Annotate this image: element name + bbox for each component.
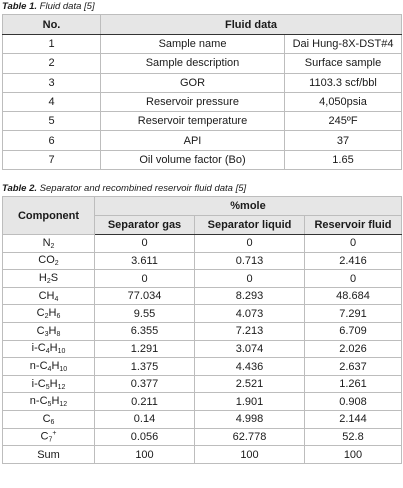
component-subscript: 4: [45, 348, 50, 356]
reservoir-fluid-value: 0: [305, 270, 402, 288]
row-name: Reservoir temperature: [101, 112, 285, 131]
separator-gas-value: 9.55: [95, 305, 195, 323]
component-base: C: [36, 307, 45, 320]
reservoir-fluid-value: 0.908: [305, 393, 402, 411]
separator-gas-value: 6.355: [95, 323, 195, 341]
row-number: 6: [3, 131, 101, 150]
table2-caption-text: Separator and recombined reservoir fluid data [5]: [37, 183, 247, 195]
component-name: [3, 323, 95, 341]
row-value: 1.65: [285, 150, 402, 169]
separator-liquid-value: 100: [195, 446, 305, 464]
reservoir-fluid-value: 0: [305, 235, 402, 253]
table2-caption-label: Table 2.: [2, 183, 38, 195]
component-name: [3, 235, 95, 253]
component-base: H: [49, 342, 58, 355]
reservoir-fluid-value: 2.144: [305, 411, 402, 429]
component-base: C: [42, 412, 51, 425]
component-prefix: n-: [29, 360, 40, 373]
component-subscript: 10: [59, 366, 68, 374]
separator-gas-value: 0: [95, 270, 195, 288]
component-subscript: 2: [54, 260, 59, 268]
component-base: S: [50, 272, 59, 285]
component-name: [3, 375, 95, 393]
table-row: [3, 54, 402, 73]
row-value: Surface sample: [285, 54, 402, 73]
separator-liquid-value: 8.293: [195, 287, 305, 305]
component-name: [3, 358, 95, 376]
component-base: H: [48, 307, 57, 320]
row-name: GOR: [101, 73, 285, 92]
component-subscript: 6: [56, 313, 61, 321]
separator-gas-value: 0.056: [95, 428, 195, 446]
component-subscript: 12: [59, 401, 68, 409]
separator-gas-value: 3.611: [95, 252, 195, 270]
header-fluid-data: Fluid data: [101, 15, 402, 35]
reservoir-fluid-value: 2.416: [305, 252, 402, 270]
separator-liquid-value: 4.436: [195, 358, 305, 376]
component-name: [3, 393, 95, 411]
separator-liquid-value: 62.778: [195, 428, 305, 446]
component-name: [3, 340, 95, 358]
component-name: [3, 270, 95, 288]
separator-liquid-value: 0.713: [195, 252, 305, 270]
row-value: 37: [285, 131, 402, 150]
table-row: [3, 252, 402, 270]
component-prefix: i-: [31, 377, 38, 390]
component-base: CH: [38, 289, 55, 302]
table1-caption: [2, 0, 403, 14]
component-base: H: [38, 272, 47, 285]
component-base: H: [51, 395, 60, 408]
table2-caption: [2, 182, 403, 196]
table-row: [3, 446, 402, 464]
fluid-data-table: [2, 14, 402, 170]
component-base: C: [40, 430, 49, 443]
table-row: [3, 375, 402, 393]
component-name: [3, 446, 95, 464]
component-subscript: 10: [57, 348, 66, 356]
row-name: API: [101, 131, 285, 150]
row-name: Sample description: [101, 54, 285, 73]
reservoir-fluid-value: 48.684: [305, 287, 402, 305]
table-row: [3, 428, 402, 446]
table-row: [3, 131, 402, 150]
table-row: [3, 305, 402, 323]
table-row: [3, 393, 402, 411]
component-base: C: [39, 395, 48, 408]
component-subscript: 5: [47, 401, 52, 409]
separator-gas-value: 1.291: [95, 340, 195, 358]
row-number: 4: [3, 92, 101, 111]
table-row: [3, 358, 402, 376]
reservoir-fluid-value: 2.637: [305, 358, 402, 376]
table-row: [3, 150, 402, 169]
header-separator-liquid: Separator liquid: [195, 216, 305, 235]
table-row: [3, 287, 402, 305]
separator-liquid-value: 1.901: [195, 393, 305, 411]
row-value: 4,050psia: [285, 92, 402, 111]
table-row: [3, 235, 402, 253]
separator-liquid-value: 7.213: [195, 323, 305, 341]
component-base: Sum: [37, 448, 60, 461]
row-value: Dai Hung-8X-DST#4: [285, 35, 402, 54]
reservoir-fluid-value: 100: [305, 446, 402, 464]
header-mole: %mole: [95, 197, 402, 216]
row-number: 3: [3, 73, 101, 92]
table-row: [3, 270, 402, 288]
component-base: C: [37, 342, 46, 355]
row-number: 2: [3, 54, 101, 73]
component-subscript: 6: [50, 418, 55, 426]
component-base: H: [49, 377, 58, 390]
separator-gas-value: 1.375: [95, 358, 195, 376]
separator-liquid-value: 0: [195, 270, 305, 288]
component-subscript: 4: [47, 366, 52, 374]
table-row: [3, 323, 402, 341]
component-superscript: +: [52, 430, 57, 438]
row-value: 245ºF: [285, 112, 402, 131]
table-row: [3, 340, 402, 358]
component-prefix: i-: [31, 342, 38, 355]
table1-caption-text: Fluid data [5]: [37, 1, 95, 12]
component-subscript: 2: [46, 278, 51, 286]
component-base: N: [42, 236, 51, 249]
reservoir-fluid-value: 52.8: [305, 428, 402, 446]
separator-liquid-value: 3.074: [195, 340, 305, 358]
separator-liquid-value: 4.073: [195, 305, 305, 323]
separator-gas-value: 77.034: [95, 287, 195, 305]
separator-gas-value: 0.377: [95, 375, 195, 393]
component-subscript: 7: [48, 436, 53, 444]
component-subscript: 8: [56, 330, 61, 338]
component-subscript: 4: [54, 295, 59, 303]
component-name: [3, 252, 95, 270]
row-number: 7: [3, 150, 101, 169]
row-number: 1: [3, 35, 101, 54]
reservoir-fluid-value: 1.261: [305, 375, 402, 393]
component-prefix: n-: [29, 395, 40, 408]
component-name: [3, 305, 95, 323]
component-name: [3, 411, 95, 429]
component-base: CO: [38, 254, 55, 267]
header-separator-gas: Separator gas: [95, 216, 195, 235]
reservoir-fluid-value: 2.026: [305, 340, 402, 358]
header-reservoir-fluid: Reservoir fluid: [305, 216, 402, 235]
component-subscript: 2: [44, 313, 49, 321]
table-row: [3, 112, 402, 131]
separator-gas-value: 0.211: [95, 393, 195, 411]
row-number: 5: [3, 112, 101, 131]
component-name: [3, 287, 95, 305]
separator-fluid-table: [2, 196, 402, 464]
component-subscript: 12: [57, 383, 66, 391]
row-value: 1103.3 scf/bbl: [285, 73, 402, 92]
separator-gas-value: 0: [95, 235, 195, 253]
component-base: C: [39, 360, 48, 373]
header-component: Component: [3, 197, 95, 235]
row-name: Oil volume factor (Bo): [101, 150, 285, 169]
reservoir-fluid-value: 7.291: [305, 305, 402, 323]
separator-gas-value: 0.14: [95, 411, 195, 429]
table-row: [3, 411, 402, 429]
table1-caption-label: Table 1.: [2, 1, 38, 12]
component-name: [3, 428, 95, 446]
separator-liquid-value: 2.521: [195, 375, 305, 393]
table-row: [3, 35, 402, 54]
component-subscript: 3: [44, 330, 49, 338]
reservoir-fluid-value: 6.709: [305, 323, 402, 341]
component-base: C: [36, 324, 45, 337]
component-subscript: 2: [50, 242, 55, 250]
component-base: C: [37, 377, 46, 390]
separator-liquid-value: 4.998: [195, 411, 305, 429]
component-subscript: 5: [45, 383, 50, 391]
row-name: Sample name: [101, 35, 285, 54]
component-base: H: [48, 324, 57, 337]
component-base: H: [51, 360, 60, 373]
separator-gas-value: 100: [95, 446, 195, 464]
table-row: [3, 92, 402, 111]
header-no: No.: [3, 15, 101, 35]
separator-liquid-value: 0: [195, 235, 305, 253]
row-name: Reservoir pressure: [101, 92, 285, 111]
table-row: [3, 73, 402, 92]
